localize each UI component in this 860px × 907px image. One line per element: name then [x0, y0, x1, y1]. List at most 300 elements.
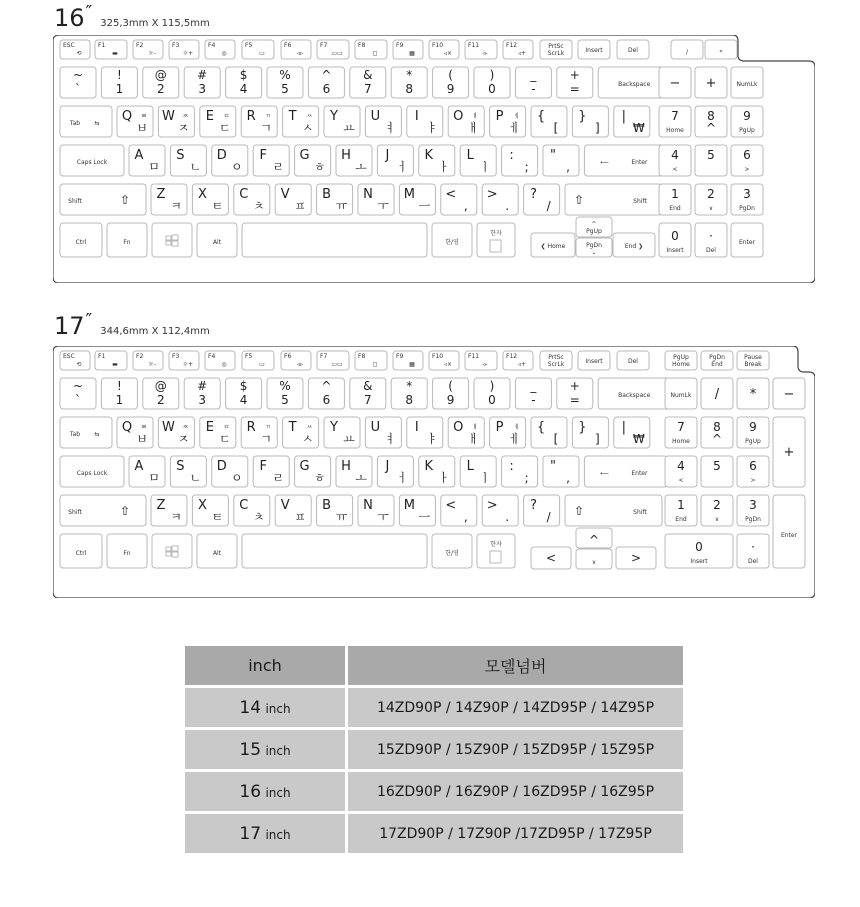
key-han-yeong[interactable] [432, 223, 472, 257]
svg-text:ScrLk: ScrLk [547, 50, 565, 57]
numpad-n4[interactable] [665, 456, 697, 487]
svg-text:ㅔ: ㅔ [508, 432, 521, 446]
key-7[interactable] [350, 67, 386, 98]
numpad-enter[interactable] [773, 495, 805, 568]
numpad-slash[interactable] [671, 40, 703, 59]
svg-text:Home: Home [672, 438, 690, 445]
svg-text:◃▹: ◃▹ [296, 50, 304, 57]
svg-text:F9: F9 [396, 353, 404, 360]
svg-text:4: 4 [671, 148, 679, 162]
key-w[interactable] [158, 106, 194, 137]
key-e[interactable] [200, 106, 236, 137]
key-sym11[interactable] [572, 106, 608, 137]
key-n[interactable] [358, 184, 394, 215]
svg-text:,: , [463, 199, 468, 213]
key-2[interactable] [143, 67, 179, 98]
svg-text:L: L [466, 148, 474, 163]
svg-text:ESC: ESC [63, 353, 75, 360]
svg-text:8: 8 [405, 393, 414, 407]
svg-text:Caps Lock: Caps Lock [76, 470, 108, 477]
key-b[interactable] [317, 495, 353, 526]
key-z[interactable] [151, 184, 187, 215]
key-t[interactable] [283, 417, 319, 448]
numpad-n4[interactable] [659, 145, 691, 176]
svg-text:+: + [783, 445, 795, 460]
dims-17-label: 344,6mm X 112,4mm [100, 326, 210, 337]
svg-text:▬: ▬ [112, 361, 118, 368]
key-j[interactable] [377, 456, 413, 487]
svg-text:₩: ₩ [632, 432, 645, 446]
key-o[interactable] [448, 106, 484, 137]
windows-icon[interactable] [152, 534, 192, 568]
key-hanja[interactable] [477, 223, 515, 257]
numpad-star[interactable] [705, 40, 737, 59]
svg-text:F1: F1 [98, 42, 106, 49]
key-sym8[interactable] [482, 495, 518, 526]
svg-text:~: ~ [72, 68, 84, 82]
svg-text:Insert: Insert [585, 47, 603, 54]
section-title-16 [54, 4, 210, 32]
key-w[interactable] [158, 417, 194, 448]
svg-text:Shift: Shift [68, 509, 82, 516]
svg-text:|: | [621, 420, 626, 435]
key-left-shift[interactable] [60, 184, 146, 215]
key-tab[interactable] [60, 106, 112, 137]
numpad-n8[interactable] [701, 417, 733, 448]
svg-text:ㅓ: ㅓ [396, 471, 409, 485]
key-f8[interactable] [355, 351, 387, 370]
svg-text:X: X [197, 498, 207, 513]
key-3[interactable] [184, 67, 220, 98]
key-down-arrow[interactable] [576, 549, 612, 569]
numpad-n7[interactable] [665, 417, 697, 448]
key-p[interactable] [490, 106, 526, 137]
svg-text:⇧: ⇧ [573, 504, 585, 518]
key-tab[interactable] [60, 417, 112, 448]
key-sym10[interactable] [531, 106, 567, 137]
key-f1[interactable] [95, 351, 127, 370]
svg-text:0: 0 [671, 229, 679, 243]
svg-text:Enter: Enter [738, 239, 756, 246]
key-c[interactable] [234, 184, 270, 215]
key-h[interactable] [336, 145, 372, 176]
svg-text:V: V [280, 187, 290, 202]
key-right-shift[interactable] [565, 495, 662, 526]
key-ctrl[interactable] [60, 534, 102, 568]
svg-text:▭: ▭ [259, 50, 265, 57]
numpad-dot[interactable] [695, 223, 727, 257]
key-i[interactable] [407, 417, 443, 448]
svg-text:F3: F3 [172, 42, 180, 49]
svg-text:-: - [531, 393, 536, 407]
svg-text:3: 3 [198, 393, 207, 407]
key-o[interactable] [448, 417, 484, 448]
svg-text:∨: ∨ [708, 205, 714, 212]
svg-text:ㅓ: ㅓ [396, 160, 409, 174]
row-models: 16ZD90P / 16Z90P / 16ZD95P / 16Z95P [348, 769, 683, 811]
svg-text:ㅣ: ㅣ [479, 160, 491, 174]
key-pause-break[interactable] [737, 351, 769, 370]
key-f5[interactable] [242, 40, 274, 59]
svg-text:ㄴ: ㄴ [189, 160, 202, 174]
key-f4[interactable] [205, 351, 235, 370]
key-d[interactable] [212, 145, 248, 176]
key-f10[interactable] [429, 351, 459, 370]
key-8[interactable] [391, 378, 427, 409]
svg-text:#: # [197, 379, 208, 393]
svg-text:☼-: ☼- [148, 50, 156, 57]
svg-text:Insert: Insert [585, 358, 603, 365]
key-m[interactable] [399, 184, 435, 215]
numpad-n9[interactable] [731, 106, 763, 137]
svg-text:ㄷ: ㄷ [219, 121, 231, 135]
key-right-shift[interactable] [565, 184, 662, 215]
key-enter[interactable] [584, 456, 667, 487]
key-k[interactable] [419, 456, 455, 487]
key-sym8[interactable] [482, 184, 518, 215]
key-4[interactable] [226, 67, 262, 98]
key-esc[interactable] [60, 351, 90, 370]
key-pgdn-end[interactable] [701, 351, 733, 370]
row-models: 17ZD90P / 17Z90P /17ZD95P / 17Z95P [348, 811, 683, 853]
svg-text:5: 5 [281, 393, 289, 407]
svg-text:<: < [678, 477, 684, 484]
key-`[interactable] [60, 378, 96, 409]
key-sym12[interactable] [614, 106, 650, 137]
key-f11[interactable] [465, 40, 497, 59]
key-enter[interactable] [584, 145, 667, 176]
numpad-n2[interactable] [701, 495, 733, 526]
key-space[interactable] [242, 223, 427, 257]
key-f1[interactable] [95, 40, 127, 59]
svg-text:@: @ [154, 68, 167, 82]
numpad-numlk[interactable] [731, 67, 763, 98]
key-1[interactable] [101, 378, 137, 409]
key-5[interactable] [267, 67, 303, 98]
key-g[interactable] [295, 145, 331, 176]
svg-text:ㅠ: ㅠ [335, 199, 348, 213]
key-f6[interactable] [281, 351, 311, 370]
key-3[interactable] [184, 378, 220, 409]
key--[interactable] [515, 67, 551, 98]
key-n[interactable] [358, 495, 394, 526]
svg-text:P: P [495, 420, 504, 435]
key-sym9[interactable] [502, 145, 538, 176]
key-r[interactable] [241, 106, 277, 137]
key-=[interactable] [557, 378, 593, 409]
key-6[interactable] [308, 67, 344, 98]
svg-text:/: / [546, 199, 551, 213]
key-7[interactable] [350, 378, 386, 409]
key-f[interactable] [253, 456, 289, 487]
svg-text:W: W [161, 109, 175, 124]
key-`[interactable] [60, 67, 96, 98]
key-insert[interactable] [578, 40, 610, 59]
key-9[interactable] [433, 67, 469, 98]
svg-text:ㅡ: ㅡ [418, 199, 431, 213]
key-caps-lock[interactable] [60, 456, 124, 487]
key-d[interactable] [212, 456, 248, 487]
numpad-plus[interactable] [695, 67, 727, 98]
svg-text:5: 5 [713, 459, 721, 473]
svg-text:ㅏ: ㅏ [438, 160, 450, 174]
svg-text:ㅈ: ㅈ [177, 432, 190, 446]
key-del[interactable] [617, 351, 649, 370]
key-alt[interactable] [197, 534, 237, 568]
svg-text:ㅋ: ㅋ [170, 510, 182, 524]
svg-text:Caps Lock: Caps Lock [76, 159, 108, 166]
key-sym10[interactable] [543, 145, 579, 176]
svg-text:8: 8 [405, 82, 414, 96]
svg-text:◎: ◎ [221, 50, 227, 57]
key-del[interactable] [617, 40, 649, 59]
svg-text:G: G [299, 148, 310, 163]
key-p[interactable] [490, 417, 526, 448]
key-q[interactable] [117, 106, 153, 137]
svg-text:U: U [370, 109, 381, 124]
key-sym7[interactable] [441, 184, 477, 215]
key-left-arrow[interactable] [531, 547, 571, 569]
key-f4[interactable] [205, 40, 235, 59]
svg-text:PgDn: PgDn [709, 354, 725, 361]
key-f7[interactable] [317, 40, 349, 59]
key-insert[interactable] [578, 351, 610, 370]
key-0[interactable] [474, 67, 510, 98]
svg-text:ㅌ: ㅌ [211, 199, 224, 213]
svg-text:F4: F4 [208, 353, 216, 360]
svg-text:^: ^ [711, 432, 723, 446]
key-caps-lock[interactable] [60, 145, 124, 176]
numpad-minus[interactable] [659, 67, 691, 98]
svg-text:F3: F3 [172, 353, 180, 360]
svg-text:⇆: ⇆ [94, 120, 100, 127]
svg-text:;: ; [524, 471, 529, 485]
svg-text:>: > [486, 498, 498, 513]
key-sym12[interactable] [614, 417, 650, 448]
key-u[interactable] [365, 417, 401, 448]
numpad-n6[interactable] [731, 145, 763, 176]
key-x[interactable] [192, 184, 228, 215]
key-esc[interactable] [60, 40, 90, 59]
key-f10[interactable] [429, 40, 459, 59]
svg-text:F10: F10 [432, 42, 444, 49]
table-row [185, 685, 683, 727]
svg-text:▭▭: ▭▭ [331, 50, 343, 57]
key-sym10[interactable] [543, 456, 579, 487]
key-alt[interactable] [197, 223, 237, 257]
key-f12[interactable] [503, 351, 533, 370]
numpad-0[interactable] [665, 534, 733, 568]
key-2[interactable] [143, 378, 179, 409]
key-6[interactable] [308, 378, 344, 409]
key-f9[interactable] [393, 351, 423, 370]
key-z[interactable] [151, 495, 187, 526]
key-r[interactable] [241, 417, 277, 448]
key-f11[interactable] [465, 351, 497, 370]
svg-text:Enter: Enter [631, 159, 648, 166]
key-0[interactable] [474, 378, 510, 409]
key-sym7[interactable] [441, 495, 477, 526]
key-e[interactable] [200, 417, 236, 448]
key-prtsc[interactable] [540, 351, 572, 370]
numpad-n8[interactable] [695, 106, 727, 137]
numpad-n5[interactable] [695, 145, 727, 176]
key-home[interactable] [531, 233, 575, 257]
svg-text:*: * [406, 379, 413, 393]
numpad-n1[interactable] [665, 495, 697, 526]
numpad-n5[interactable] [701, 456, 733, 487]
svg-text:PrtSc: PrtSc [548, 354, 564, 361]
key-v[interactable] [275, 495, 311, 526]
key-f12[interactable] [503, 40, 533, 59]
numpad-n6[interactable] [737, 456, 769, 487]
key-i[interactable] [407, 106, 443, 137]
svg-text:>: > [750, 477, 756, 484]
svg-text:⟵: ⟵ [600, 159, 609, 166]
key-space[interactable] [242, 534, 427, 568]
key-end[interactable] [613, 233, 655, 257]
row-size: 17 inch [185, 811, 348, 853]
svg-text:V: V [280, 498, 290, 513]
key-sym11[interactable] [572, 417, 608, 448]
key-j[interactable] [377, 145, 413, 176]
key-q[interactable] [117, 417, 153, 448]
numpad-n7[interactable] [659, 106, 691, 137]
svg-text:.: . [505, 510, 510, 524]
numpad-n2[interactable] [695, 184, 727, 215]
key-a[interactable] [129, 145, 165, 176]
key-f7[interactable] [317, 351, 349, 370]
key-t[interactable] [283, 106, 319, 137]
key-h[interactable] [336, 456, 372, 487]
key-right-arrow[interactable] [616, 547, 656, 569]
key-f5[interactable] [242, 351, 274, 370]
numpad-0[interactable] [659, 223, 691, 257]
svg-text:B: B [322, 498, 332, 513]
numpad-n3[interactable] [737, 495, 769, 526]
section-title-17 [54, 312, 210, 340]
key-han-yeong[interactable] [432, 534, 472, 568]
key-1[interactable] [101, 67, 137, 98]
key-u[interactable] [365, 106, 401, 137]
key-f2[interactable] [133, 40, 163, 59]
svg-text:◃+: ◃+ [517, 361, 527, 368]
svg-text:K: K [424, 459, 434, 474]
key-f9[interactable] [393, 40, 423, 59]
svg-text:ㅖ: ㅖ [513, 113, 520, 120]
header-model: 모델넘버 [348, 646, 683, 685]
key-v[interactable] [275, 184, 311, 215]
key-fn[interactable] [107, 534, 147, 568]
key-x[interactable] [192, 495, 228, 526]
key-l[interactable] [460, 456, 496, 487]
key-f2[interactable] [133, 351, 163, 370]
key-g[interactable] [295, 456, 331, 487]
numpad-n9[interactable] [737, 417, 769, 448]
key-sym9[interactable] [502, 456, 538, 487]
svg-text:I: I [414, 109, 419, 124]
svg-text:Backspace: Backspace [618, 392, 651, 399]
key-sym9[interactable] [524, 495, 560, 526]
key-pgup[interactable] [576, 217, 612, 237]
numpad-dot[interactable] [737, 534, 769, 568]
svg-text:H: H [341, 459, 351, 474]
table-header-row [185, 646, 683, 685]
header-inch: inch [185, 646, 348, 685]
key-l[interactable] [460, 145, 496, 176]
key-f[interactable] [253, 145, 289, 176]
key-s[interactable] [170, 145, 206, 176]
numpad-slash[interactable] [701, 378, 733, 409]
key-9[interactable] [433, 378, 469, 409]
numpad-n1[interactable] [659, 184, 691, 215]
svg-text:PgDn: PgDn [739, 205, 755, 212]
key-b[interactable] [317, 184, 353, 215]
key-y[interactable] [324, 106, 360, 137]
key-pgdn[interactable] [576, 238, 612, 257]
key-m[interactable] [399, 495, 435, 526]
key-up-arrow[interactable] [576, 528, 612, 548]
key-prtsc[interactable] [540, 40, 572, 59]
key-k[interactable] [419, 145, 455, 176]
key-y[interactable] [324, 417, 360, 448]
key-f6[interactable] [281, 40, 311, 59]
svg-text:End: End [669, 205, 681, 212]
numpad-enter[interactable] [731, 223, 763, 257]
key--[interactable] [515, 378, 551, 409]
svg-text:⇆: ⇆ [94, 431, 100, 438]
windows-icon[interactable] [152, 223, 192, 257]
svg-text:I: I [414, 420, 419, 435]
key-fn[interactable] [107, 223, 147, 257]
key-backspace[interactable] [598, 378, 670, 409]
key-left-shift[interactable] [60, 495, 146, 526]
svg-text:4: 4 [239, 82, 248, 96]
svg-text:◃-: ◃- [482, 50, 488, 57]
key-4[interactable] [226, 378, 262, 409]
svg-text:3: 3 [198, 82, 207, 96]
svg-text:/: / [714, 387, 720, 402]
key-hanja[interactable] [477, 534, 515, 568]
key-sym9[interactable] [524, 184, 560, 215]
key-sym10[interactable] [531, 417, 567, 448]
numpad-numlk[interactable] [665, 378, 697, 409]
key-a[interactable] [129, 456, 165, 487]
numpad-n3[interactable] [731, 184, 763, 215]
svg-text:☼-: ☼- [148, 361, 156, 368]
key-f3[interactable] [169, 40, 199, 59]
svg-text:F2: F2 [136, 42, 144, 49]
key-ctrl[interactable] [60, 223, 102, 257]
key-5[interactable] [267, 378, 303, 409]
numpad-plus[interactable] [773, 417, 805, 487]
key-8[interactable] [391, 67, 427, 98]
key-f3[interactable] [169, 351, 199, 370]
svg-text:∨: ∨ [714, 516, 720, 523]
svg-text:PgUp: PgUp [586, 228, 602, 235]
key-pgup-home[interactable] [665, 351, 697, 370]
key-=[interactable] [557, 67, 593, 98]
key-f8[interactable] [355, 40, 387, 59]
model-table [185, 646, 683, 853]
key-s[interactable] [170, 456, 206, 487]
key-c[interactable] [234, 495, 270, 526]
svg-text::: : [509, 148, 514, 163]
numpad-minus[interactable] [773, 378, 805, 409]
svg-text:ㄸ: ㄸ [223, 424, 230, 431]
numpad-star[interactable] [737, 378, 769, 409]
svg-text:ㅃ: ㅃ [141, 113, 147, 120]
